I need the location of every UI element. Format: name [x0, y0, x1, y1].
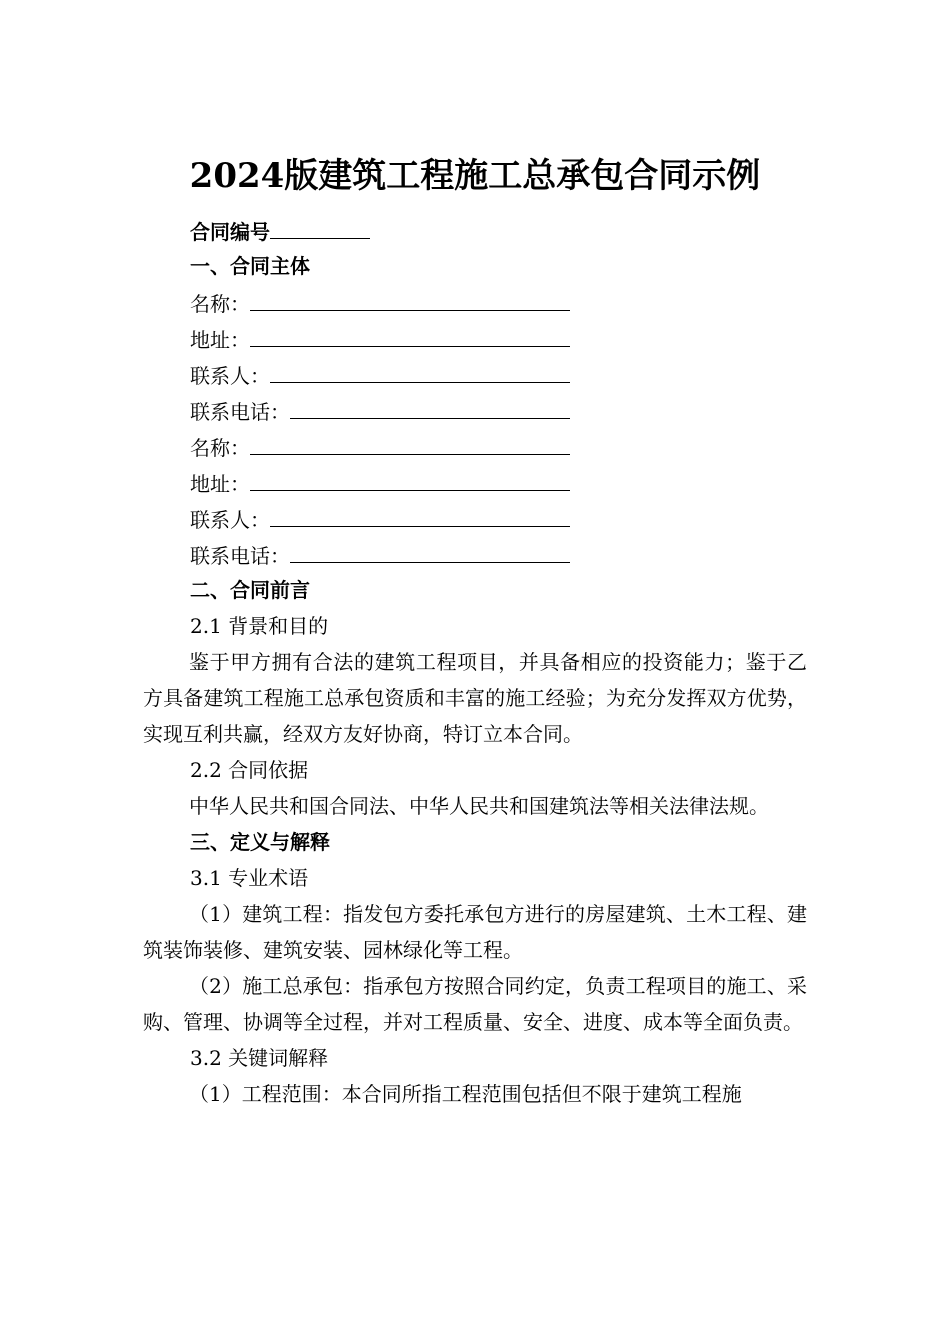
- subsection-heading: 3.2 关键词解释: [190, 1046, 329, 1070]
- field-blank: [290, 536, 570, 563]
- field-label: 名称：: [190, 292, 250, 316]
- party-field: [143, 356, 570, 392]
- document-title: 2024版建筑工程施工总承包合同示例: [189, 156, 761, 196]
- paragraph-term-2: （2）施工总承包：指承包方按照合同约定，负责工程项目的施工、采购、管理、协调等全过程，并对工程质量、安全、进度、成本等全面负责。: [143, 974, 807, 1034]
- paragraph-basis: 中华人民共和国合同法、中华人民共和国建筑法等相关法律法规。: [189, 794, 769, 818]
- party-field: [143, 320, 570, 356]
- field-label: 联系电话：: [190, 400, 290, 424]
- paragraph-term-1: （1）建筑工程：指发包方委托承包方进行的房屋建筑、土木工程、建筑装饰装修、建筑安装、园林绿化等工程。: [143, 902, 807, 962]
- contract-number-blank: [270, 212, 370, 239]
- subsection-heading: 2.1 背景和目的: [190, 614, 329, 638]
- field-label: 名称：: [190, 436, 250, 460]
- subsection-heading: 3.1 专业术语: [190, 866, 309, 890]
- field-label: 地址：: [190, 328, 250, 352]
- paragraph-keyword-1: （1）工程范围：本合同所指工程范围包括但不限于建筑工程施: [189, 1082, 742, 1106]
- field-label: 联系人：: [190, 364, 270, 388]
- subsection-heading: 2.2 合同依据: [190, 758, 309, 782]
- field-blank: [250, 284, 570, 311]
- field-label: 联系人：: [190, 508, 270, 532]
- section-heading-parties: 一、合同主体: [190, 254, 310, 278]
- paragraph-background: 鉴于甲方拥有合法的建筑工程项目，并具备相应的投资能力；鉴于乙方具备建筑工程施工总承包资质和丰富的施工经验；为充分发挥双方优势，实现互利共赢，经双方友好协商，特订立本合同。: [143, 650, 807, 746]
- party-field: [143, 392, 570, 428]
- party-field: [143, 500, 570, 536]
- field-blank: [250, 464, 570, 491]
- field-blank: [290, 392, 570, 419]
- contract-number-line: [143, 212, 807, 248]
- section-heading-definitions: 三、定义与解释: [190, 830, 330, 854]
- field-label: 地址：: [190, 472, 250, 496]
- party-field: [143, 428, 570, 464]
- field-blank: [250, 320, 570, 347]
- party-field: [143, 284, 570, 320]
- field-blank: [250, 428, 570, 455]
- field-blank: [270, 356, 570, 383]
- section-heading-preamble: 二、合同前言: [190, 578, 310, 602]
- party-field: [143, 464, 570, 500]
- document-body: [143, 212, 807, 1112]
- field-label: 联系电话：: [190, 544, 290, 568]
- party-field: [143, 536, 570, 572]
- field-blank: [270, 500, 570, 527]
- contract-number-label: 合同编号: [190, 220, 270, 244]
